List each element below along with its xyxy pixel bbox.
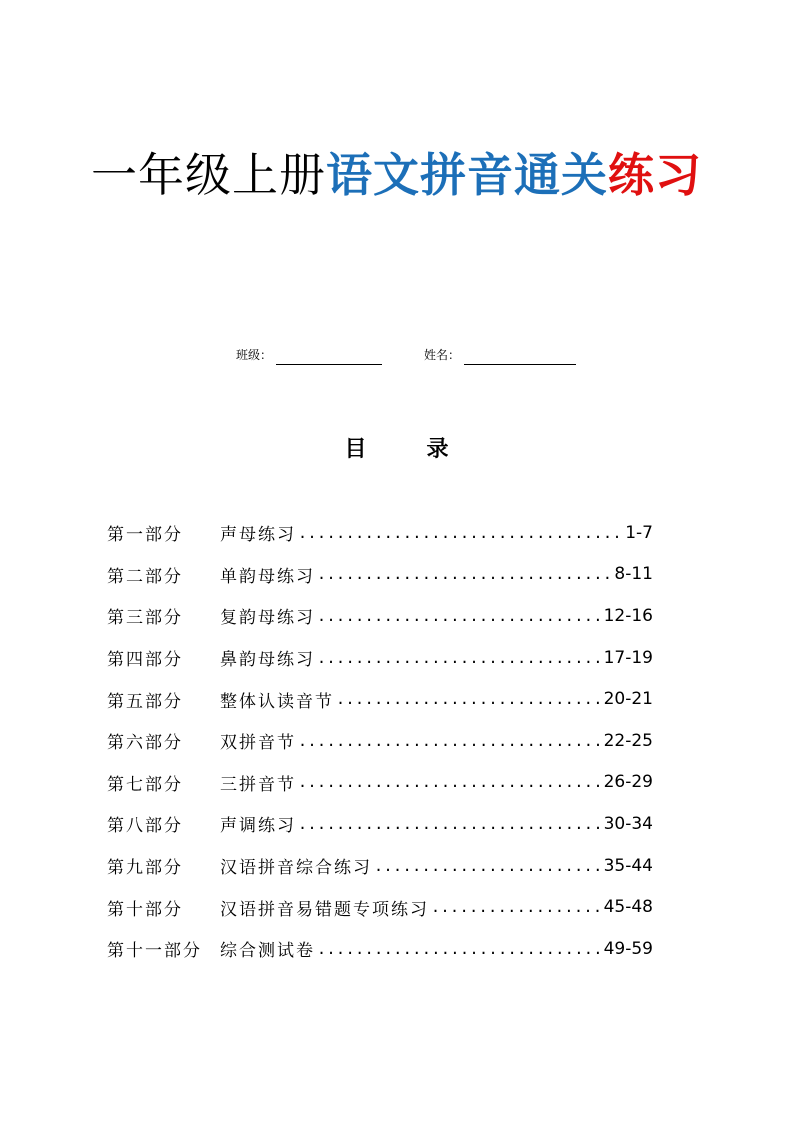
toc-leader	[317, 565, 612, 583]
toc-part: 第十部分	[107, 899, 183, 920]
toc-leader	[317, 607, 602, 625]
toc-pages: 49-59	[603, 938, 653, 959]
toc-heading	[0, 430, 793, 470]
toc-title: 复韵母练习	[220, 608, 315, 629]
toc-pages: 26-29	[603, 772, 653, 793]
toc-title: 整体认读音节	[220, 691, 334, 712]
toc-pages: 35-44	[603, 855, 653, 876]
toc-title: 汉语拼音易错题专项练习	[220, 899, 429, 920]
name-blank-line[interactable]	[464, 351, 576, 365]
toc-row	[107, 512, 653, 554]
toc-title: 双拼音节	[220, 733, 296, 754]
toc-row	[107, 886, 653, 928]
toc-row	[107, 803, 653, 845]
toc-heading-char-2: 录	[426, 437, 449, 462]
toc-part: 第一部分	[107, 525, 183, 546]
class-blank-line[interactable]	[276, 351, 382, 365]
toc-leader	[317, 649, 602, 667]
toc-leader	[336, 690, 602, 708]
toc-part: 第三部分	[107, 608, 183, 629]
toc-row	[107, 845, 653, 887]
toc-row	[107, 595, 653, 637]
toc-title: 单韵母练习	[220, 566, 315, 587]
toc-row	[107, 678, 653, 720]
title-grade: 一年级上册	[91, 148, 326, 202]
toc-pages: 8-11	[614, 564, 653, 585]
toc-row	[107, 928, 653, 970]
toc-part: 第六部分	[107, 733, 183, 754]
toc-pages: 17-19	[603, 647, 653, 668]
toc-part: 第九部分	[107, 858, 183, 879]
class-field	[236, 345, 382, 365]
toc-part: 第八部分	[107, 816, 183, 837]
toc-pages: 1-7	[625, 522, 653, 543]
name-field	[424, 345, 576, 365]
toc-pages: 12-16	[603, 605, 653, 626]
toc-leader	[431, 898, 602, 916]
toc-part: 第五部分	[107, 691, 183, 712]
toc-leader	[298, 732, 602, 750]
toc-leader	[298, 773, 602, 791]
name-label: 姓名：	[424, 348, 461, 362]
toc-pages: 30-34	[603, 813, 653, 834]
toc-leader	[298, 815, 602, 833]
toc-pages: 45-48	[603, 897, 653, 918]
toc-leader	[298, 524, 623, 542]
toc-row	[107, 720, 653, 762]
toc-row	[107, 762, 653, 804]
toc-title: 三拼音节	[220, 774, 296, 795]
document-title	[0, 140, 793, 210]
toc-heading-char-1: 目	[344, 437, 367, 462]
toc-row	[107, 554, 653, 596]
class-label: 班级：	[236, 348, 273, 362]
toc-leader	[374, 857, 602, 875]
toc-title: 鼻韵母练习	[220, 650, 315, 671]
toc-row	[107, 637, 653, 679]
toc-part: 第二部分	[107, 566, 183, 587]
title-practice: 练习	[608, 148, 702, 202]
toc-part: 第四部分	[107, 650, 183, 671]
toc-title: 综合测试卷	[220, 941, 315, 962]
toc-leader	[317, 940, 602, 958]
toc-part: 第十一部分	[107, 941, 202, 962]
title-subject: 语文拼音通关	[326, 148, 608, 202]
toc-title: 声调练习	[220, 816, 296, 837]
toc-part: 第七部分	[107, 774, 183, 795]
toc-pages: 20-21	[603, 689, 653, 710]
toc-title: 汉语拼音综合练习	[220, 858, 372, 879]
table-of-contents	[107, 512, 653, 970]
toc-pages: 22-25	[603, 730, 653, 751]
toc-title: 声母练习	[220, 525, 296, 546]
